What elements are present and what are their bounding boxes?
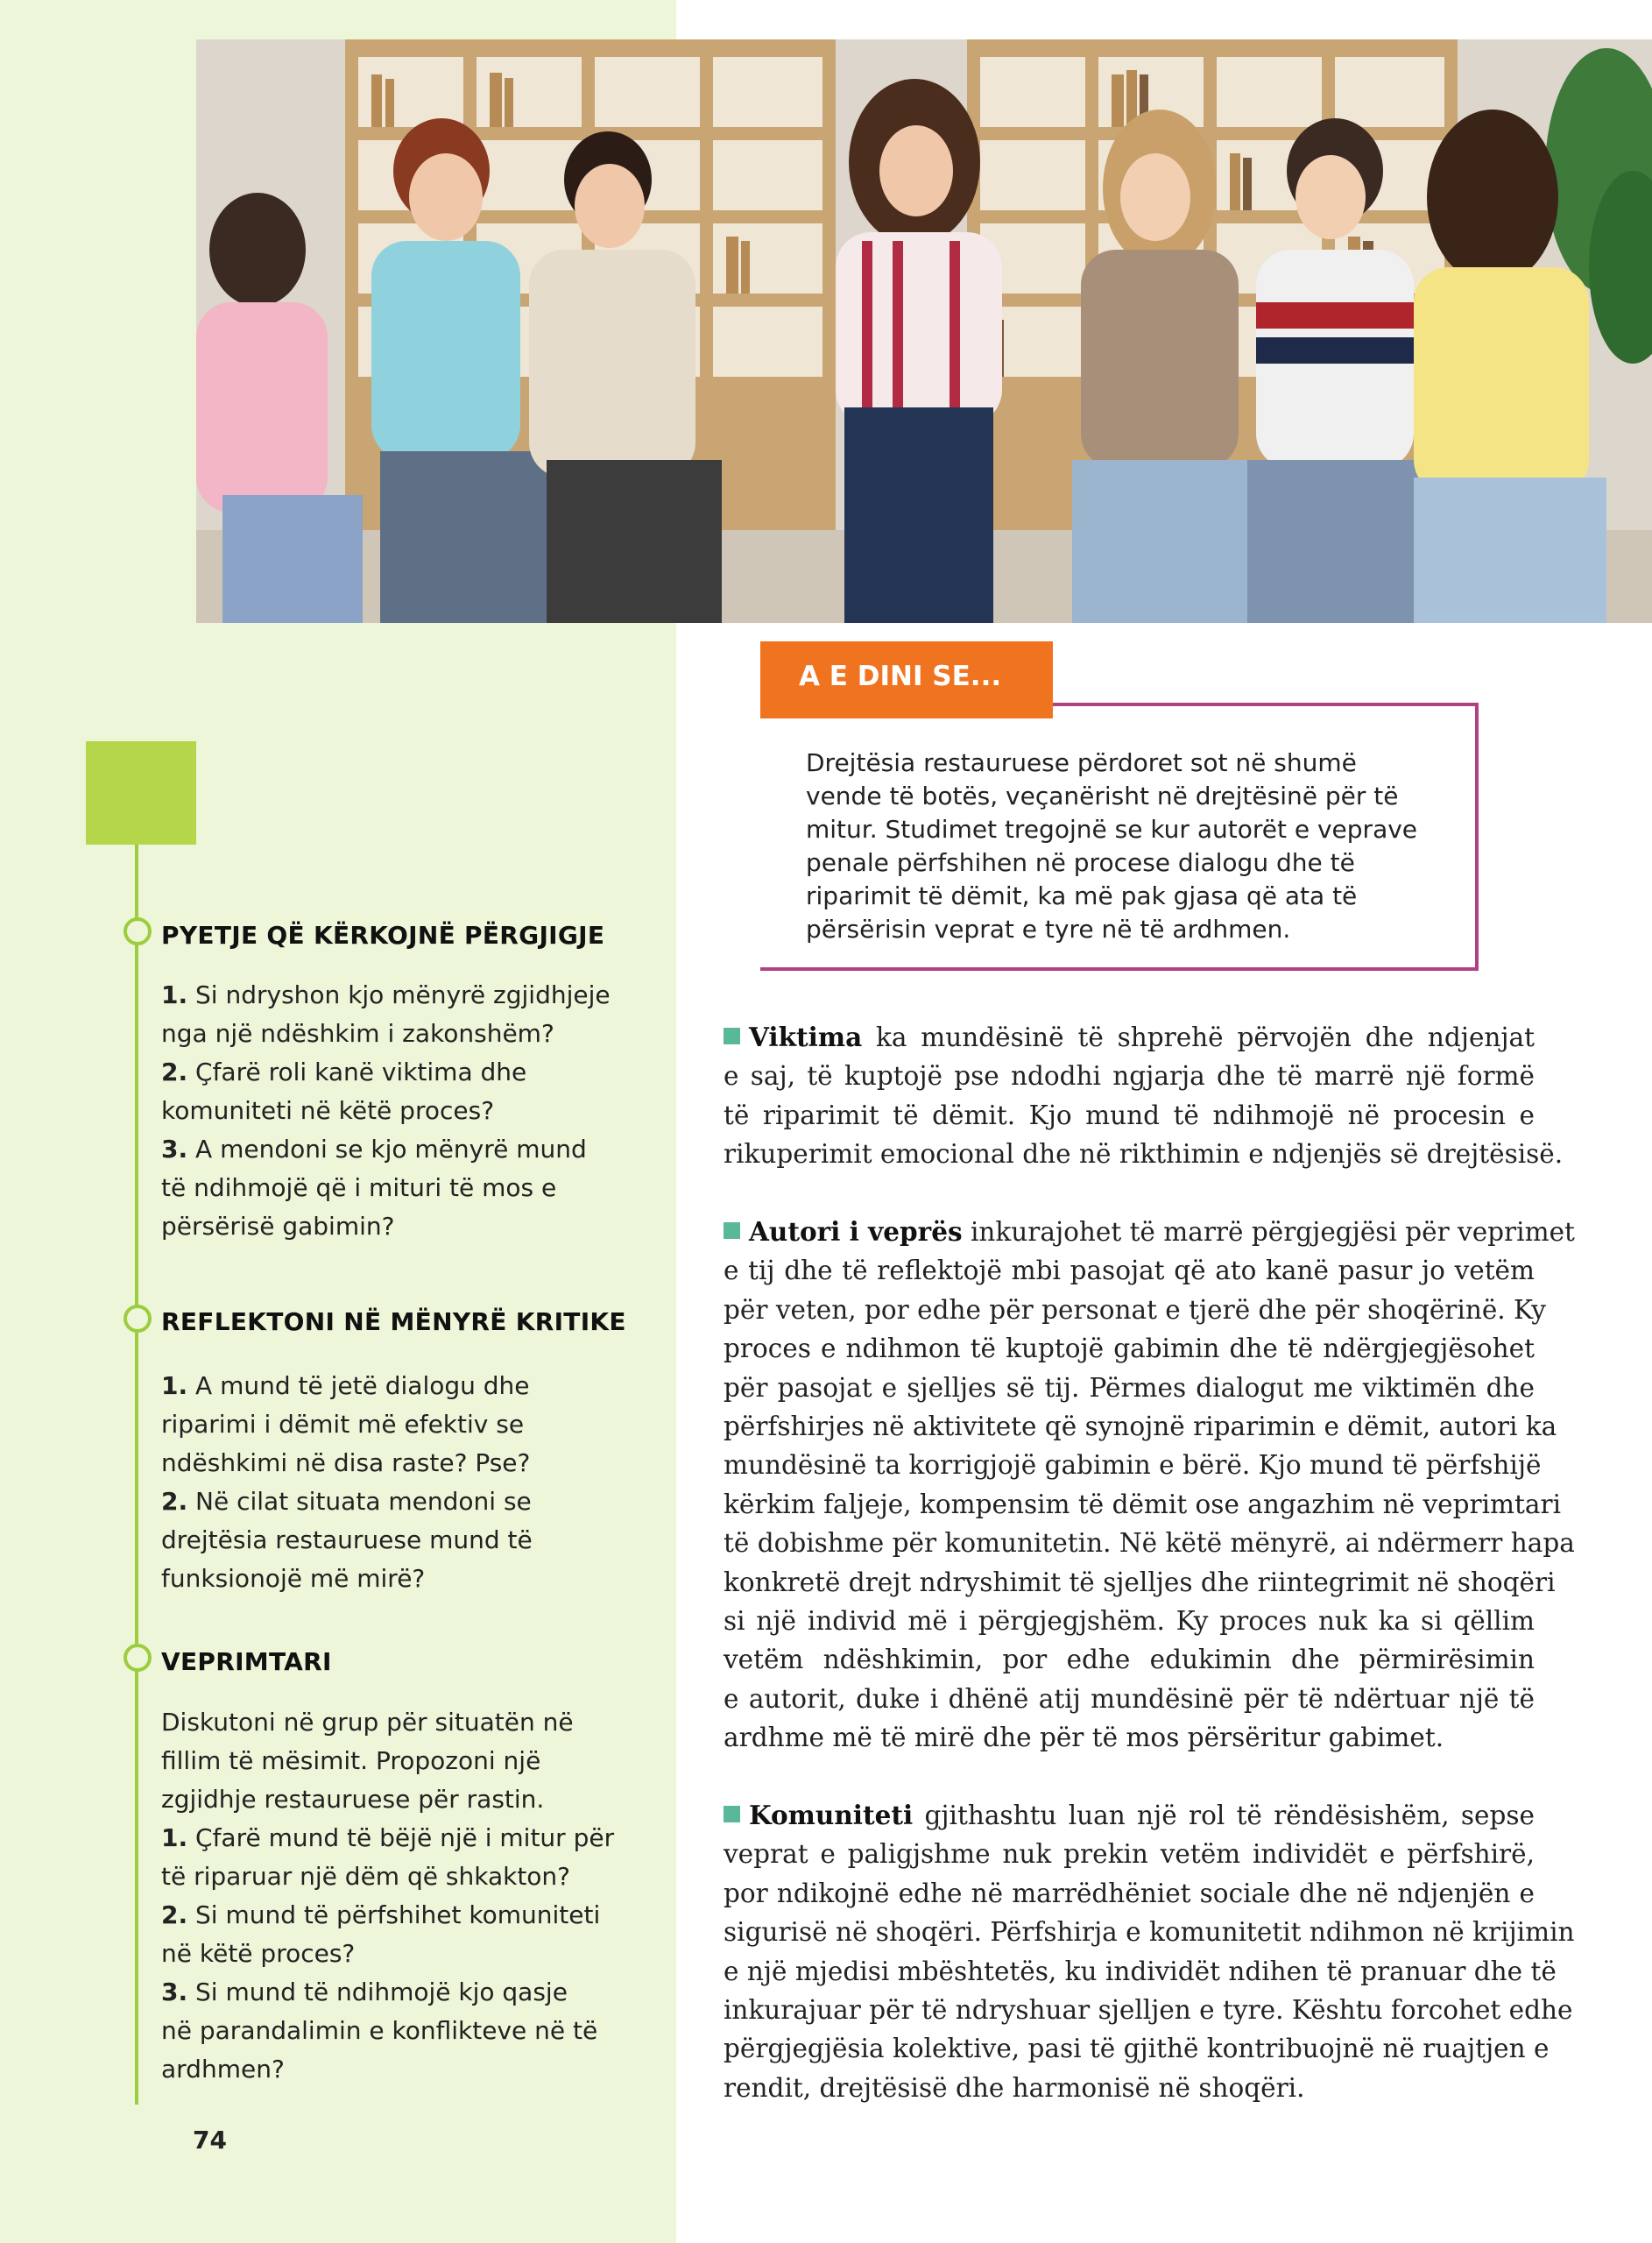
- list-item: komuniteti në këtë proces?: [161, 1096, 495, 1125]
- list-item: 3. A mendoni se kjo mënyrë mund: [161, 1135, 587, 1164]
- text-line: inkurajuar për të ndryshuar sjelljen e tyre. Kështu forcohet edhe: [724, 1995, 1573, 2026]
- questions-list: [161, 976, 617, 1246]
- text-line: përgjegjësia kolektive, pasi të gjithë kontribuojnë në ruajtjen e: [724, 2034, 1550, 2064]
- list-item: 2. Në cilat situata mendoni se: [161, 1487, 532, 1516]
- classroom-photo: [196, 39, 1652, 623]
- list-item: fillim të mësimit. Propozoni një: [161, 1746, 541, 1775]
- square-bullet-icon: [724, 1806, 740, 1822]
- square-bullet-icon: [724, 1222, 740, 1239]
- victim-paragraph: [724, 1018, 1564, 1174]
- text-line: e një mjedisi mbështetës, ku individët ndihen të pranuar dhe të: [724, 1956, 1557, 1986]
- list-item: ardhmen?: [161, 2055, 285, 2084]
- text-line: riparimit të dëmit, ka më pak gjasa që ata të: [806, 881, 1358, 910]
- text-line: rendit, drejtësisë dhe harmonisë në shoqëri.: [724, 2072, 1305, 2103]
- list-item: në parandalimin e konflikteve në të: [161, 2016, 598, 2045]
- text-line: përfshirjes në aktivitete që synojnë riparimin e dëmit, autori ka: [724, 1412, 1557, 1442]
- activity-heading: VEPRIMTARI: [161, 1647, 332, 1676]
- text-line: të riparimit të dëmit. Kjo mund të ndihmojë në procesin e: [724, 1100, 1535, 1130]
- text-line: të dobishme për komunitetin. Në këtë mënyrë, ai ndërmerr hapa: [724, 1528, 1575, 1559]
- reflect-heading: REFLEKTONI NË MËNYRË KRITIKE: [161, 1307, 626, 1336]
- list-item: përsërisë gabimin?: [161, 1212, 395, 1241]
- community-paragraph: [724, 1796, 1575, 2107]
- text-line: Viktima ka mundësinë të shprehë përvojën dhe ndjenjat: [724, 1018, 1535, 1057]
- list-item: 1. Çfarë mund të bëjë një i mitur për: [161, 1823, 615, 1852]
- text-line: penale përfshihen në procese dialogu dhe të: [806, 848, 1355, 877]
- list-item: nga një ndëshkim i zakonshëm?: [161, 1019, 554, 1048]
- text-line: e tij dhe të reflektojë mbi pasojat që ato kanë pasur jo vetëm: [724, 1256, 1535, 1286]
- term-offender: Autori i veprës: [749, 1216, 963, 1247]
- text-line: e autorit, duke i dhënë atij mundësinë për të ndërtuar një të: [724, 1683, 1535, 1714]
- text-line: e saj, të kuptojë pse ndodhi ngjarja dhe të marrë një formë: [724, 1061, 1535, 1092]
- list-item: 2. Çfarë roli kanë viktima dhe: [161, 1058, 527, 1086]
- square-bullet-icon: [724, 1028, 740, 1044]
- list-item: zgjidhje restauruese për rastin.: [161, 1785, 545, 1814]
- list-item: riparimi i dëmit më efektiv se: [161, 1410, 525, 1439]
- did-you-know-text: [806, 746, 1419, 946]
- questions-heading: PYETJE QË KËRKOJNË PËRGJIGJE: [161, 921, 605, 950]
- activity-list: [161, 1703, 617, 2089]
- list-item: në këtë proces?: [161, 1939, 356, 1968]
- text-line: por ndikojnë edhe në marrëdhëniet sociale dhe në ndjenjën e: [724, 1878, 1535, 1908]
- text-line: si një individ më i përgjegjshëm. Ky proces nuk ka si qëllim: [724, 1606, 1535, 1637]
- offender-paragraph: [724, 1213, 1575, 1758]
- list-item: të riparuar një dëm që shkakton?: [161, 1862, 571, 1891]
- list-item: drejtësia restauruese mund të: [161, 1525, 533, 1554]
- text-line: vende të botës, veçanërisht në drejtësinë për të: [806, 782, 1399, 810]
- list-item: 3. Si mund të ndihmojë kjo qasje: [161, 1978, 568, 2006]
- text-line: Autori i veprës inkurajohet të marrë përgjegjësi për veprimet: [724, 1213, 1535, 1251]
- text-line: përsërisin veprat e tyre në të ardhmen.: [806, 915, 1291, 944]
- timeline-dot: [124, 1305, 152, 1333]
- text-line: konkretë drejt ndryshimit të sjelljes dhe riintegrimit në shoqëri: [724, 1567, 1556, 1597]
- list-item: Diskutoni në grup për situatën në: [161, 1708, 574, 1737]
- timeline-dot: [124, 1644, 152, 1672]
- list-item: ndëshkimi në disa raste? Pse?: [161, 1448, 531, 1477]
- list-item: të ndihmojë që i mituri të mos e: [161, 1173, 557, 1202]
- text-line: rikuperimit emocional dhe në rikthimin e ndjenjës së drejtësisë.: [724, 1139, 1564, 1170]
- list-item: 1. Si ndryshon kjo mënyrë zgjidhjeje: [161, 980, 611, 1009]
- text-line: për veten, por edhe për personat e tjerë dhe për shoqërinë. Ky: [724, 1294, 1546, 1325]
- list-item: 1. A mund të jetë dialogu dhe: [161, 1371, 530, 1400]
- page-number: 74: [193, 2126, 227, 2155]
- text-line: kërkim faljeje, kompensim të dëmit ose angazhim në veprimtari: [724, 1489, 1561, 1519]
- list-item: funksionojë më mirë?: [161, 1564, 426, 1593]
- text-line: Komuniteti gjithashtu luan një rol të rëndësishëm, sepse: [724, 1796, 1535, 1835]
- text-line: mundësinë ta korrigjojë gabimin e bërë. Kjo mund të përfshijë: [724, 1450, 1542, 1481]
- timeline-line: [135, 845, 138, 2105]
- timeline-dot: [124, 917, 152, 945]
- text-line: proces e ndihmon të kuptojë gabimin dhe të ndërgjegjësohet: [724, 1334, 1535, 1364]
- did-you-know-label: A E DINI SE...: [799, 661, 1002, 692]
- section-marker-square: [86, 741, 196, 845]
- text-line: vetëm ndëshkimin, por edhe edukimin dhe përmirësimin: [724, 1645, 1535, 1675]
- term-victim: Viktima: [749, 1022, 863, 1052]
- text-line: Drejtësia restauruese përdoret sot në shumë: [806, 748, 1357, 777]
- reflect-list: [161, 1367, 617, 1598]
- term-community: Komuniteti: [749, 1800, 914, 1830]
- text-line: veprat e paligjshme nuk prekin vetëm individët e përfshirë,: [724, 1839, 1535, 1870]
- text-line: për pasojat e sjelljes së tij. Përmes dialogut me viktimën dhe: [724, 1372, 1535, 1403]
- text-line: sigurisë në shoqëri. Përfshirja e komunitetit ndihmon në krijimin: [724, 1917, 1575, 1948]
- list-item: 2. Si mund të përfshihet komuniteti: [161, 1900, 601, 1929]
- text-line: ardhme më të mirë dhe për të mos përsëritur gabimet.: [724, 1723, 1444, 1753]
- text-line: mitur. Studimet tregojnë se kur autorët e veprave: [806, 815, 1418, 844]
